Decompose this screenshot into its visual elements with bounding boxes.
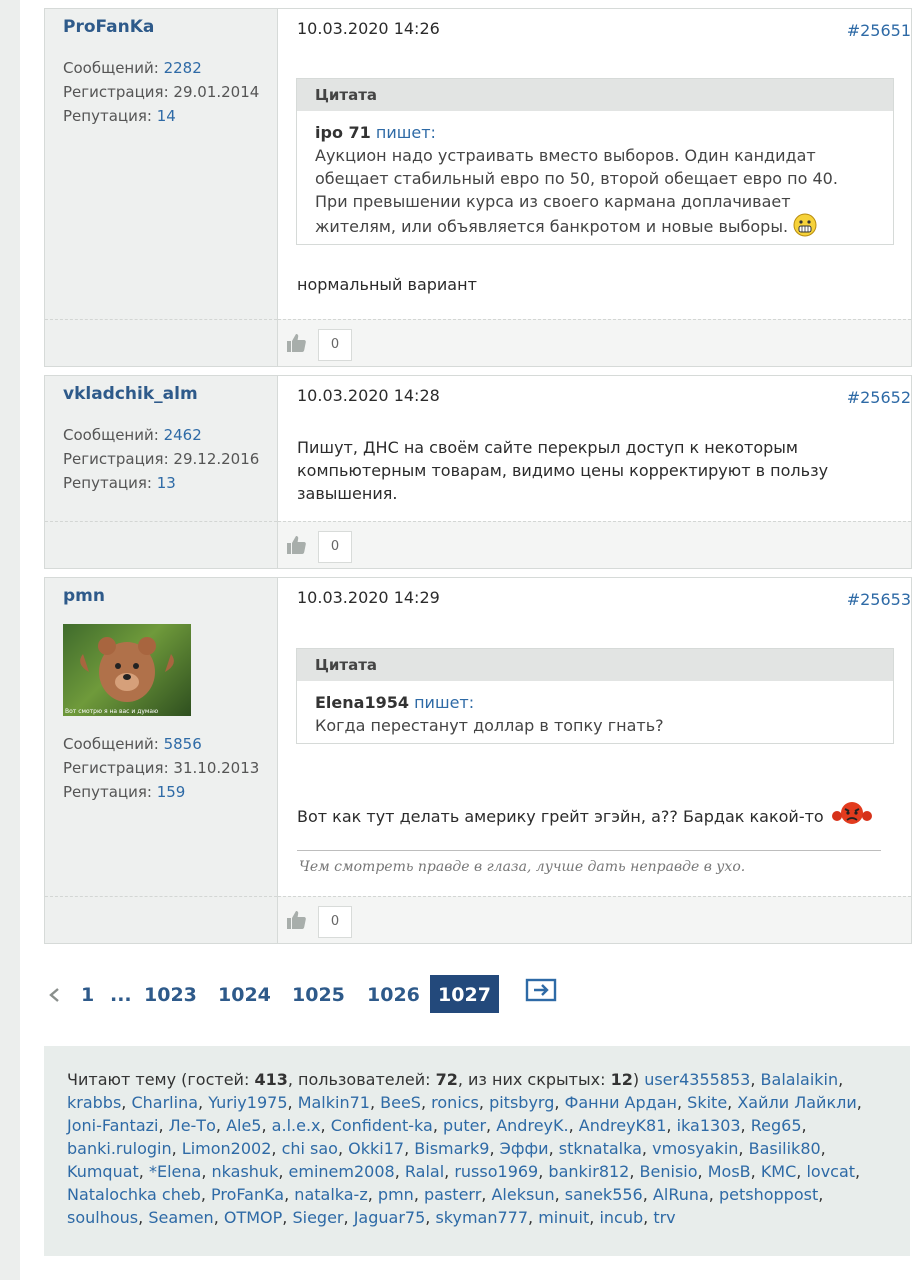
- author-stats: [63, 56, 259, 128]
- left-rail: [0, 0, 20, 1280]
- thumbs-up-icon[interactable]: [285, 332, 307, 354]
- post-permalink[interactable]: #25653: [846, 590, 911, 609]
- post-footer-left: [45, 896, 277, 943]
- reader-username[interactable]: Basilik80: [748, 1139, 821, 1158]
- pagination-ellipsis: ...: [110, 984, 132, 1006]
- avatar-caption: Вот смотрю я на вас и думаю: [65, 708, 159, 715]
- reader-username[interactable]: Jaguar75: [353, 1208, 426, 1227]
- reader-username[interactable]: trv: [653, 1208, 676, 1227]
- registration-date: 31.10.2013: [173, 759, 260, 777]
- post-text-content: Вот как тут делать америку грейт эгэйн, а?? Бардак какой-то: [297, 807, 824, 826]
- post-body: [278, 578, 911, 943]
- author-username[interactable]: vkladchik_alm: [63, 384, 198, 404]
- reader-username[interactable]: BeeS: [380, 1093, 421, 1112]
- post-permalink[interactable]: #25652: [846, 388, 911, 407]
- page-link-first[interactable]: 1: [81, 984, 95, 1006]
- quote-title: Цитата: [297, 649, 893, 681]
- reader-username[interactable]: Reg65: [750, 1116, 802, 1135]
- messages-label: Сообщений:: [63, 426, 159, 444]
- readers-prefix: Читают тему (гостей:: [67, 1070, 250, 1089]
- post-footer-left: [45, 521, 277, 568]
- reader-username[interactable]: pmn: [377, 1185, 414, 1204]
- reader-username[interactable]: user4355853: [644, 1070, 751, 1089]
- messages-count[interactable]: 5856: [163, 735, 202, 753]
- reader-username[interactable]: natalka-z: [294, 1185, 368, 1204]
- reputation-label: Репутация:: [63, 474, 152, 492]
- page-link[interactable]: 1023: [144, 984, 197, 1006]
- reader-username[interactable]: lovcat: [806, 1162, 856, 1181]
- page-link[interactable]: 1026: [367, 984, 420, 1006]
- like-count: 0: [318, 906, 352, 938]
- reader-username[interactable]: Ralal: [404, 1162, 445, 1181]
- reader-username[interactable]: Seamen: [148, 1208, 214, 1227]
- page-link[interactable]: 1025: [292, 984, 345, 1006]
- reader-username[interactable]: Natalochka cheb: [67, 1185, 201, 1204]
- registration-date: 29.12.2016: [173, 450, 260, 468]
- post-author-panel: [45, 9, 278, 366]
- reputation-value[interactable]: 14: [156, 107, 176, 125]
- registration-label: Регистрация:: [63, 450, 169, 468]
- quote-author[interactable]: Elena1954: [315, 693, 409, 712]
- reader-username[interactable]: nkashuk: [211, 1162, 279, 1181]
- author-stats: [63, 423, 259, 495]
- reader-username[interactable]: OTMOP: [223, 1208, 283, 1227]
- reader-username[interactable]: Okki17: [348, 1139, 405, 1158]
- reader-username[interactable]: Charlina: [131, 1093, 199, 1112]
- post-text: нормальный вариант: [297, 275, 477, 294]
- reader-username[interactable]: incub: [599, 1208, 644, 1227]
- hidden-count: 12: [610, 1070, 633, 1089]
- post-author-panel: [45, 578, 278, 943]
- reader-username[interactable]: Kumquat: [67, 1162, 139, 1181]
- like-count: 0: [318, 531, 352, 563]
- reader-username[interactable]: Limon2002: [181, 1139, 272, 1158]
- quote-title: Цитата: [297, 79, 893, 111]
- quote-body: [297, 681, 893, 743]
- post-footer: [278, 319, 911, 366]
- registration-label: Регистрация:: [63, 83, 169, 101]
- reader-username[interactable]: Sieger: [292, 1208, 344, 1227]
- registration-label: Регистрация:: [63, 759, 169, 777]
- page-link[interactable]: 1024: [218, 984, 271, 1006]
- reader-username[interactable]: krabbs: [67, 1093, 122, 1112]
- messages-label: Сообщений:: [63, 735, 159, 753]
- reputation-value[interactable]: 13: [156, 474, 176, 492]
- hidden-label: , из них скрытых:: [457, 1070, 606, 1089]
- guests-count: 413: [254, 1070, 288, 1089]
- reader-username[interactable]: MosB: [707, 1162, 751, 1181]
- thread-content: [20, 0, 919, 1280]
- reader-username[interactable]: minuit: [538, 1208, 590, 1227]
- reader-username[interactable]: chi sao: [281, 1139, 338, 1158]
- messages-count[interactable]: 2462: [163, 426, 202, 444]
- reader-username[interactable]: Benisio: [639, 1162, 698, 1181]
- users-label: , пользователей:: [287, 1070, 431, 1089]
- reputation-label: Репутация:: [63, 107, 152, 125]
- reader-username[interactable]: Aleksun: [491, 1185, 555, 1204]
- goto-page-icon[interactable]: [525, 977, 557, 1003]
- reader-username[interactable]: Фанни Ардан: [564, 1093, 677, 1112]
- reader-username[interactable]: ronics: [431, 1093, 479, 1112]
- reputation-label: Репутация:: [63, 783, 152, 801]
- reader-username[interactable]: AlRuna: [652, 1185, 709, 1204]
- reader-username[interactable]: Yuriy1975: [208, 1093, 288, 1112]
- author-username[interactable]: pmn: [63, 586, 105, 606]
- avatar-bear-image: [63, 624, 191, 716]
- quote-block: [296, 78, 894, 245]
- post-text: [297, 800, 875, 828]
- reader-username[interactable]: *Elena: [148, 1162, 202, 1181]
- post-permalink[interactable]: #25651: [846, 21, 911, 40]
- reader-username[interactable]: russo1969: [454, 1162, 539, 1181]
- quote-body: [297, 111, 893, 244]
- reputation-value[interactable]: 159: [156, 783, 186, 801]
- angry-smiley-icon: [829, 800, 875, 828]
- post-date: 10.03.2020 14:28: [297, 386, 440, 405]
- post-author-panel: [45, 376, 278, 568]
- readers-close: ): [632, 1070, 640, 1089]
- reader-username[interactable]: soulhous: [67, 1208, 139, 1227]
- post: [44, 375, 912, 569]
- thread-readers-panel: [44, 1046, 910, 1256]
- post: [44, 577, 912, 944]
- reader-username[interactable]: Joni-Fantazi: [67, 1116, 159, 1135]
- reader-username[interactable]: pasterr: [424, 1185, 482, 1204]
- reader-username[interactable]: Balalaikin: [760, 1070, 839, 1089]
- author-stats: [63, 732, 259, 804]
- post-body: [278, 376, 911, 568]
- reader-username[interactable]: Skite: [687, 1093, 728, 1112]
- like-count: 0: [318, 329, 352, 361]
- reader-username[interactable]: pitsbyrg: [489, 1093, 555, 1112]
- users-count: 72: [435, 1070, 458, 1089]
- post-footer: [278, 521, 911, 568]
- post-date: 10.03.2020 14:26: [297, 19, 440, 38]
- signature: Чем смотреть правде в глаза, лучше дать неправде в ухо.: [299, 859, 746, 875]
- quote-block: [296, 648, 894, 744]
- post-footer: [278, 896, 911, 943]
- reader-username[interactable]: sanek556: [564, 1185, 643, 1204]
- author-username[interactable]: ProFanKa: [63, 17, 155, 37]
- reader-list: user4355853, Balalaikin, krabbs, Charlina, Yuriy1975, Malkin71, BeeS, ronics, pitsbyrg, Фанни Ардан, Skite, Хайли Лайкли, Joni-Fantazi, Ле-То, Ale5, a.l.e.x, Confident-ka, puter, AndreyK., AndreyK81, ika1303, Reg65, banki.rulogin, Limon2002, chi sao, Okki17, Bismark9, Эффи, stknatalka, vmosyakin, Basilik80, Kumquat, *Elena, nkashuk, eminem2008, Ralal, russo1969, bankir812, Benisio, MosB, KMC, lovcat, Natalochka cheb, ProFanKa, natalka-z, pmn, pasterr, Aleksun, sanek556, AlRuna, petshoppost, soulhous, Seamen, OTMOP, Sieger, Jaguar75, skyman777, minuit, incub, trv: [67, 1070, 862, 1227]
- reader-username[interactable]: skyman777: [435, 1208, 529, 1227]
- reader-username[interactable]: AndreyK.: [496, 1116, 569, 1135]
- avatar[interactable]: [63, 624, 191, 716]
- page-current: 1027: [430, 975, 499, 1013]
- quote-text: Когда перестанут доллар в топку гнать?: [315, 716, 664, 735]
- quote-says-link[interactable]: пишет:: [375, 123, 436, 142]
- post-text: Пишут, ДНС на своём сайте перекрыл доступ к некоторым компьютерным товарам, видимо цены корректируют в пользу завышения.: [297, 438, 829, 503]
- reader-username[interactable]: puter: [443, 1116, 487, 1135]
- reader-username[interactable]: Ле-То: [168, 1116, 216, 1135]
- reader-username[interactable]: Confident-ka: [330, 1116, 433, 1135]
- reader-username[interactable]: banki.rulogin: [67, 1139, 172, 1158]
- post-body: [278, 9, 911, 366]
- reader-username[interactable]: ika1303: [676, 1116, 741, 1135]
- reader-username[interactable]: Ale5: [226, 1116, 262, 1135]
- grin-smiley-icon: [793, 213, 817, 237]
- reader-username[interactable]: a.l.e.x: [271, 1116, 321, 1135]
- reader-username[interactable]: Bismark9: [414, 1139, 490, 1158]
- reader-username[interactable]: Malkin71: [297, 1093, 370, 1112]
- quote-author[interactable]: ipo 71: [315, 123, 371, 142]
- reader-username[interactable]: petshoppost: [718, 1185, 819, 1204]
- readers-text: [67, 1068, 893, 1229]
- registration-date: 29.01.2014: [173, 83, 260, 101]
- messages-label: Сообщений:: [63, 59, 159, 77]
- quote-says-link[interactable]: пишет:: [414, 693, 475, 712]
- chevron-left-icon[interactable]: [48, 987, 60, 1003]
- reader-username[interactable]: bankir812: [548, 1162, 630, 1181]
- messages-count[interactable]: 2282: [163, 59, 202, 77]
- reader-username[interactable]: stknatalka: [558, 1139, 642, 1158]
- reader-username[interactable]: vmosyakin: [652, 1139, 739, 1158]
- reader-username[interactable]: eminem2008: [288, 1162, 395, 1181]
- thumbs-up-icon[interactable]: [285, 909, 307, 931]
- reader-username[interactable]: ProFanKa: [211, 1185, 285, 1204]
- signature-divider: [297, 850, 881, 851]
- reader-username[interactable]: Хайли Лайкли: [737, 1093, 857, 1112]
- reader-username[interactable]: AndreyK81: [578, 1116, 667, 1135]
- reader-username[interactable]: KMC: [760, 1162, 797, 1181]
- reader-username[interactable]: Эффи: [499, 1139, 549, 1158]
- thumbs-up-icon[interactable]: [285, 534, 307, 556]
- post: [44, 8, 912, 367]
- quote-text: Аукцион надо устраивать вместо выборов. Один кандидат обещает стабильный евро по 50, второй обещает евро по 40. При превышении курса из своего кармана доплачивает жителям, или объявляется банкротом и новые выборы.: [315, 146, 838, 236]
- post-date: 10.03.2020 14:29: [297, 588, 440, 607]
- post-footer-left: [45, 319, 277, 366]
